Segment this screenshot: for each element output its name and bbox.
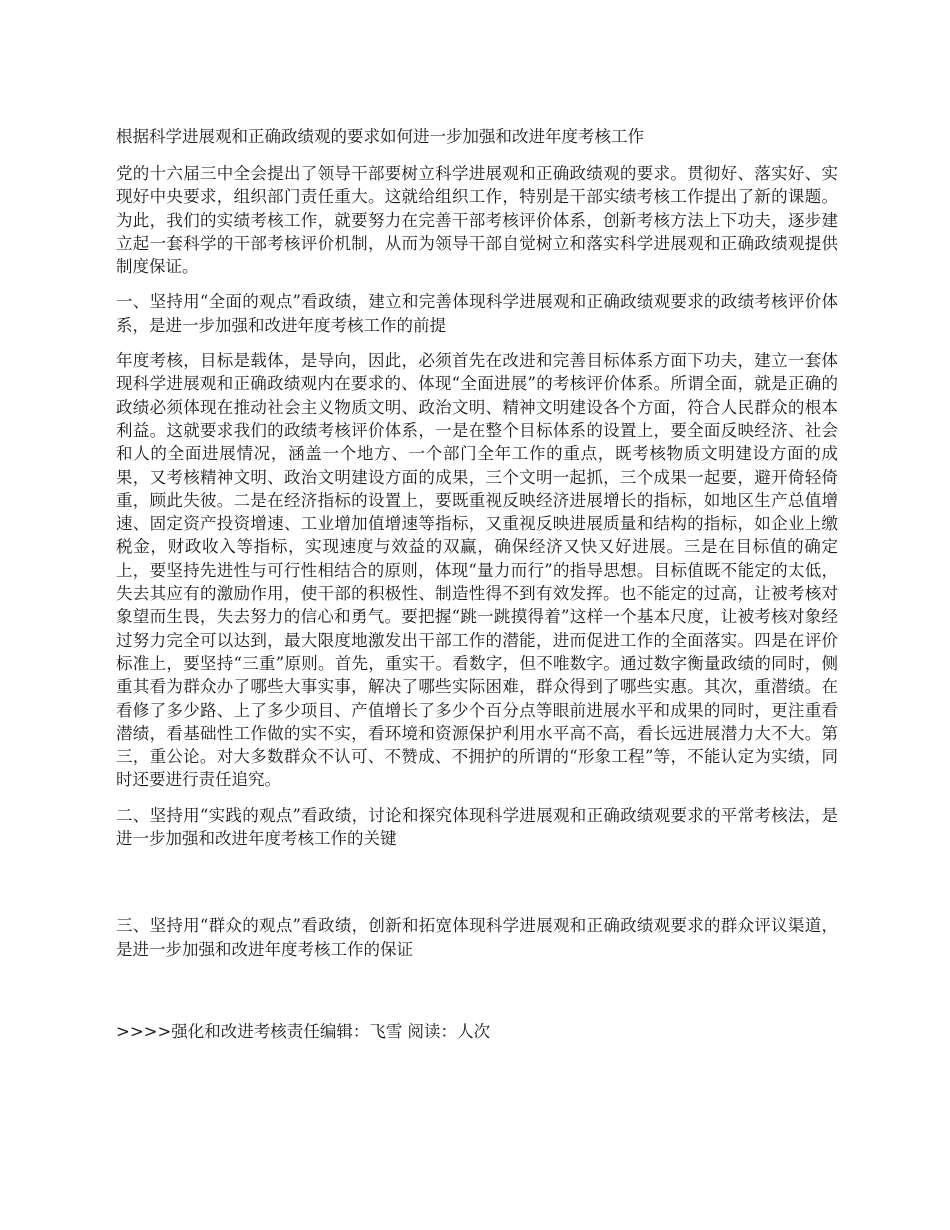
document-page bbox=[116, 126, 838, 1043]
empty-spacer bbox=[116, 862, 838, 914]
editor-name: 飞雪 bbox=[369, 1021, 403, 1041]
reads-label: 阅读： bbox=[402, 1021, 458, 1041]
section-2-heading: 二、坚持用“实践的观点”看政绩，讨论和探究体现科学进展观和正确政绩观要求的平常考核法，是进一步加强和改进年度考核工作的关键 bbox=[116, 805, 838, 849]
section-1-heading: 一、坚持用“全面的观点”看政绩，建立和完善体现科学进展观和正确政绩观要求的政绩考核评价体系，是进一步加强和改进年度考核工作的前提 bbox=[116, 292, 838, 335]
intro-paragraph: 党的十六届三中全会提出了领导干部要树立科学进展观和正确政绩观的要求。贯彻好、落实好、实现好中央要求，组织部门责任重大。这就给组织工作，特别是干部实绩考核工作提出了新的课题。为此，我们的实绩考核工作，就要努力在完善干部考核评价体系，创新考核方法上下功夫，逐步建立起一套科学的干部考核评价机制，从而为领导干部自觉树立和落实科学进展观和正确政绩观提供制度保证。 bbox=[116, 164, 838, 277]
empty-spacer bbox=[116, 973, 838, 1021]
reads-suffix: 人次 bbox=[457, 1021, 491, 1041]
article-footer bbox=[116, 1021, 838, 1043]
footer-prefix: >>>>强化和改进考核 bbox=[116, 1021, 287, 1041]
section-3-heading: 三、坚持用“群众的观点”看政绩，创新和拓宽体现科学进展观和正确政绩观要求的群众评议渠道，是进一步加强和改进年度考核工作的保证 bbox=[116, 916, 838, 959]
editor-label: 责任编辑： bbox=[286, 1021, 370, 1041]
section-1-body: 年度考核，目标是载体，是导向，因此，必须首先在改进和完善目标体系方面下功夫，建立一套体现科学进展观和正确政绩观内在要求的、体现“全面进展”的考核评价体系。所谓全面，就是正确的政绩必须体现在推动社会主义物质文明、政治文明、精神文明建设各个方面，符合人民群众的根本利益。这就要求我们的政绩考核评价体系，一是在整个目标体系的设置上，要全面反映经济、社会和人的全面进展情况，涵盖一个地方、一个部门全年工作的重点，既考核物质文明建设方面的成果，又考核精神文明、政治文明建设方面的成果，三个文明一起抓，三个成果一起要，避开倚轻倚重，顾此失彼。二是在经济指标的设置上，要既重视反映经济进展增长的指标，如地区生产总值增速、固定资产投资增速、工业增加值增速等指标，又重视反映进展质量和结构的指标，如企业上缴税金，财政收入等指标，实现速度与效益的双赢，确保经济又快又好进展。三是在目标值的确定上，要坚持先进性与可行性相结合的原则，体现“量力而行”的指导思想。目标值既不能定的太低，失去其应有的激励作用，使干部的积极性、制造性得不到有效发挥。也不能定的过高，让被考核对象望而生畏，失去努力的信心和勇气。要把握“跳一跳摸得着”这样一个基本尺度，让被考核对象经过努力完全可以达到，最大限度地激发出干部工作的潜能，进而促进工作的全面落实。四是在评价标准上，要坚持“三重”原则。首先，重实干。看数字，但不唯数字。通过数字衡量政绩的同时，侧重其看为群众办了哪些大事实事，解决了哪些实际困难，群众得到了哪些实惠。其次，重潜绩。在看修了多少路、上了多少项目、产值增长了多少个百分点等眼前进展水平和成果的同时，更注重看潜绩，看基础性工作做的实不实，看环境和资源保护利用水平高不高，看长远进展潜力大不大。第三，重公论。对大多数群众不认可、不赞成、不拥护的所谓的“形象工程”等，不能认定为实绩，同时还要进行责任追究。 bbox=[116, 351, 838, 790]
document-title: 根据科学进展观和正确政绩观的要求如何进一步加强和改进年度考核工作 bbox=[116, 127, 644, 146]
